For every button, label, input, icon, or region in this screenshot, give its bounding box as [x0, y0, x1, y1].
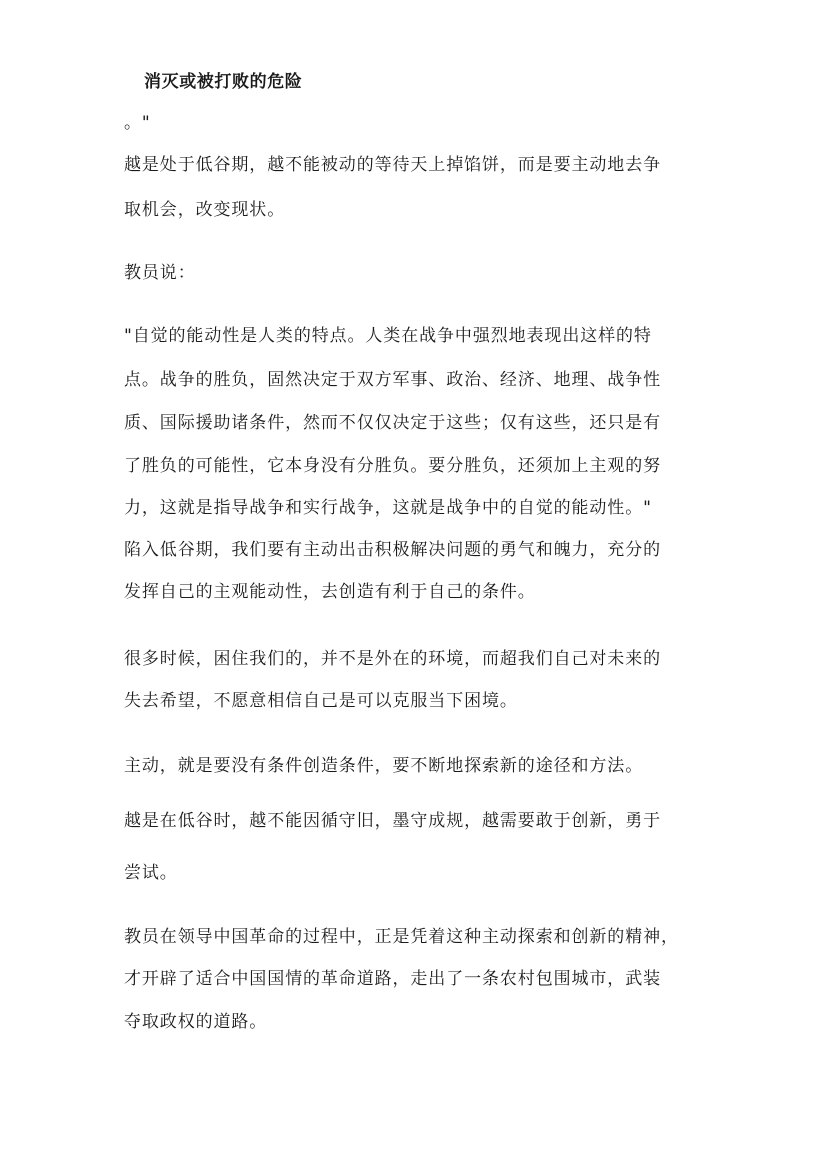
text-line: 越是在低谷时，越不能因循守旧，墨守成规，越需要敢于创新，勇于 [124, 811, 661, 831]
text-line: 夺取政权的道路。 [124, 1012, 268, 1032]
text-line: 取机会，改变现状。 [124, 200, 286, 220]
text-line: 尝试。 [124, 863, 178, 883]
text-line: 质、国际援助诸条件，然而不仅仅决定于这些；仅有这些，还只是有 [124, 413, 661, 433]
text-line: 发挥自己的主观能动性，去创造有利于自己的条件。 [124, 582, 536, 602]
text-line: 越是处于低谷期，越不能被动的等待天上掉馅饼，而是要主动地去争 [124, 155, 661, 175]
text-line: 失去希望，不愿意相信自己是可以克服当下困境。 [124, 691, 518, 711]
text-line: 陷入低谷期，我们要有主动出击积极解决问题的勇气和魄力，充分的 [124, 540, 661, 560]
text-line: 主动，就是要没有条件创造条件，要不断地探索新的途径和方法。 [124, 756, 644, 776]
text-line: 才开辟了适合中国国情的革命道路，走出了一条农村包围城市，武装 [124, 969, 661, 989]
text-line: "自觉的能动性是人类的特点。人类在战争中强烈地表现出这样的特 [124, 326, 652, 346]
text-line: 点。战争的胜负，固然决定于双方军事、政治、经济、地理、战争性 [124, 370, 661, 390]
text-line: 力，这就是指导战争和实行战争，这就是战争中的自觉的能动性。" [124, 498, 652, 518]
quote-closing-mark: 。" [124, 113, 151, 133]
text-line: 教员说： [124, 263, 196, 283]
section-heading: 消灭或被打败的危险 [144, 72, 303, 92]
text-line: 教员在领导中国革命的过程中，正是凭着这种主动探索和创新的精神， [124, 927, 679, 947]
text-line: 了胜负的可能性，它本身没有分胜负。要分胜负，还须加上主观的努 [124, 456, 661, 476]
text-line: 很多时候，困住我们的，并不是外在的环境，而超我们自己对未来的 [124, 649, 661, 669]
